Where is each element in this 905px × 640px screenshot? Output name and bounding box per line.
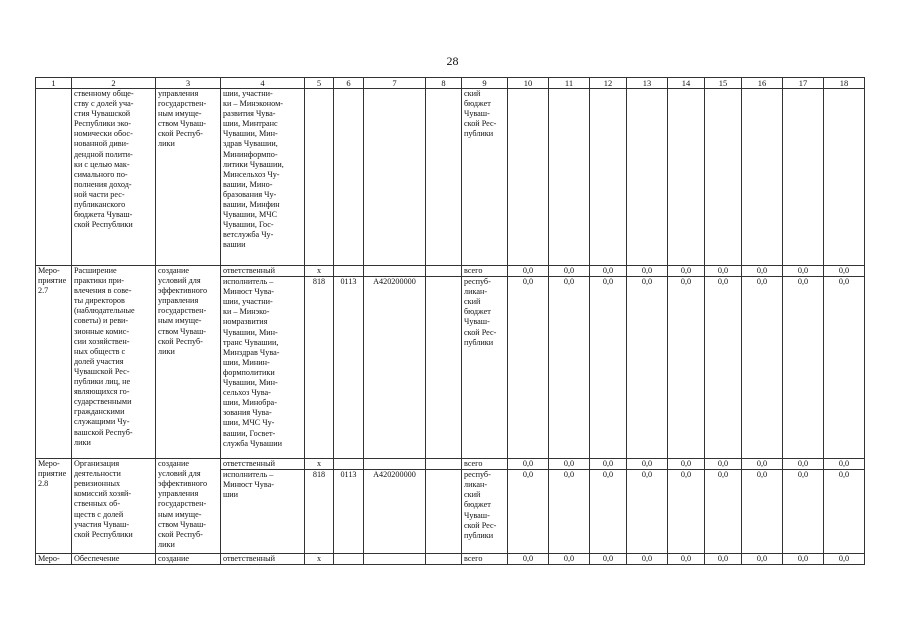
- value-cell: 0,0: [824, 277, 865, 459]
- header-cell: 18: [824, 78, 865, 89]
- code-cell: x: [305, 266, 334, 277]
- value-cell: 0,0: [627, 554, 668, 565]
- header-cell: 16: [742, 78, 783, 89]
- measure-description: ственному обще- ству с долей уча- стия Чувашской Республики эко- номически обос- нованной диви- дендной полити- ки с целью мак- симального по- полнения доход- ной части рес- публиканского бюджета Чуваш- ской Республики: [72, 89, 156, 266]
- code-cell: x: [305, 459, 334, 470]
- measure-id: Меро-: [36, 554, 72, 565]
- code-cell: А420200000: [364, 277, 426, 459]
- measure-goal: создание условий для эффективного управления государствен- ным имуще- ством Чуваш- ской Респуб- лики: [156, 266, 221, 459]
- header-row: [36, 78, 865, 89]
- value-cell: 0,0: [824, 459, 865, 470]
- measure-row-total: [36, 554, 865, 565]
- table-cell: [590, 89, 627, 266]
- header-cell: 11: [549, 78, 590, 89]
- value-cell: 0,0: [742, 554, 783, 565]
- value-cell: 0,0: [668, 470, 705, 554]
- header-cell: 14: [668, 78, 705, 89]
- header-cell: 4: [221, 78, 305, 89]
- funding-total-label: всего: [462, 554, 508, 565]
- value-cell: 0,0: [705, 470, 742, 554]
- table-cell: [705, 89, 742, 266]
- value-cell: 0,0: [627, 277, 668, 459]
- funding-source: респуб- ликан- ский бюджет Чуваш- ской Рес- публики: [462, 470, 508, 554]
- executor-cell: шии, участни- ки – Минэконом- развития Чува- шии, Минтранс Чувашии, Мин- здрав Чувашии, Мининформпо- литики Чувашии, Минсельхоз Чу- вашии, Мино- бразования Чу- вашии, Минфин Чувашии, МЧС Чувашии, Гос- ветслужба Чу- вашии: [221, 89, 305, 266]
- header-cell: 5: [305, 78, 334, 89]
- table-cell: [426, 470, 462, 554]
- measure-description: Обеспечение: [72, 554, 156, 565]
- header-cell: 9: [462, 78, 508, 89]
- value-cell: 0,0: [627, 266, 668, 277]
- program-table: [35, 77, 865, 565]
- code-cell: А420200000: [364, 470, 426, 554]
- value-cell: 0,0: [508, 459, 549, 470]
- value-cell: 0,0: [783, 277, 824, 459]
- header-cell: 15: [705, 78, 742, 89]
- header-cell: 2: [72, 78, 156, 89]
- funding-total-label: всего: [462, 266, 508, 277]
- header-cell: 10: [508, 78, 549, 89]
- value-cell: 0,0: [742, 277, 783, 459]
- code-cell: x: [305, 554, 334, 565]
- value-cell: 0,0: [705, 459, 742, 470]
- table-cell: [364, 89, 426, 266]
- measure-goal: управления государствен- ным имуще- ством Чуваш- ской Респуб- лики: [156, 89, 221, 266]
- header-cell: 1: [36, 78, 72, 89]
- value-cell: 0,0: [508, 277, 549, 459]
- header-cell: 12: [590, 78, 627, 89]
- value-cell: 0,0: [668, 277, 705, 459]
- value-cell: 0,0: [627, 459, 668, 470]
- funding-source: респуб- ликан- ский бюджет Чуваш- ской Рес- публики: [462, 277, 508, 459]
- executor-cell: исполнитель – Минюст Чува- шии: [221, 470, 305, 554]
- table-cell: [426, 277, 462, 459]
- table-cell: [824, 89, 865, 266]
- executor-label: ответственный: [221, 266, 305, 277]
- funding-total-label: всего: [462, 459, 508, 470]
- header-cell: 6: [334, 78, 364, 89]
- table-cell: [426, 266, 462, 277]
- header-cell: 3: [156, 78, 221, 89]
- table-cell: [426, 89, 462, 266]
- measure-id: Меро- приятие 2.7: [36, 266, 72, 459]
- table-cell: [364, 554, 426, 565]
- value-cell: 0,0: [783, 470, 824, 554]
- table-cell: [549, 89, 590, 266]
- measure-description: Расширение практики при- влечения в сове- ты директоров (наблюдательные советы) и реви- зионные комис- сии хозяйствен- ных обществ с долей участия Чувашской Рес- публики лиц, не являющихся го- сударственными гражданскими служащими Чу- вашской Респуб- лики: [72, 266, 156, 459]
- executor-label: ответственный: [221, 459, 305, 470]
- value-cell: 0,0: [824, 554, 865, 565]
- table-cell: [334, 459, 364, 470]
- value-cell: 0,0: [668, 554, 705, 565]
- value-cell: 0,0: [824, 266, 865, 277]
- measure-row-total: [36, 266, 865, 277]
- table-cell: [742, 89, 783, 266]
- code-cell: 818: [305, 277, 334, 459]
- value-cell: 0,0: [549, 277, 590, 459]
- value-cell: 0,0: [783, 266, 824, 277]
- value-cell: 0,0: [742, 459, 783, 470]
- header-cell: 8: [426, 78, 462, 89]
- header-cell: 13: [627, 78, 668, 89]
- value-cell: 0,0: [590, 277, 627, 459]
- value-cell: 0,0: [508, 266, 549, 277]
- value-cell: 0,0: [742, 266, 783, 277]
- table-cell: [334, 554, 364, 565]
- page-number: 28: [446, 54, 459, 68]
- table-cell: [364, 459, 426, 470]
- header-cell: 17: [783, 78, 824, 89]
- measure-goal: создание условий для эффективного управления государствен- ным имуще- ством Чуваш- ской Респуб- лики: [156, 459, 221, 554]
- value-cell: 0,0: [590, 470, 627, 554]
- table-cell: [627, 89, 668, 266]
- table-cell: [426, 459, 462, 470]
- value-cell: 0,0: [549, 554, 590, 565]
- value-cell: 0,0: [783, 459, 824, 470]
- table-cell: [426, 554, 462, 565]
- table-cell: [305, 89, 334, 266]
- code-cell: 0113: [334, 277, 364, 459]
- value-cell: 0,0: [508, 554, 549, 565]
- value-cell: 0,0: [824, 470, 865, 554]
- measure-id: Меро- приятие 2.8: [36, 459, 72, 554]
- value-cell: 0,0: [742, 470, 783, 554]
- value-cell: 0,0: [668, 266, 705, 277]
- value-cell: 0,0: [549, 470, 590, 554]
- value-cell: 0,0: [590, 266, 627, 277]
- executor-cell: исполнитель – Минюст Чува- шии, участни- ки – Минэко- номразвития Чувашии, Мин- транс Чувашии, Минздрав Чува- шии, Минин- формполитики Чувашии, Мин- сельхоз Чува- шии, Минобра- зования Чува- шии, МЧС Чу- вашии, Госвет- служба Чувашии: [221, 277, 305, 459]
- table-cell: [364, 266, 426, 277]
- value-cell: 0,0: [549, 459, 590, 470]
- table-cell: [334, 89, 364, 266]
- table-cell: [783, 89, 824, 266]
- value-cell: 0,0: [705, 266, 742, 277]
- code-cell: 0113: [334, 470, 364, 554]
- value-cell: 0,0: [627, 470, 668, 554]
- value-cell: 0,0: [549, 266, 590, 277]
- value-cell: 0,0: [705, 554, 742, 565]
- table-cell: [36, 89, 72, 266]
- value-cell: 0,0: [590, 459, 627, 470]
- table-cell: [508, 89, 549, 266]
- table-cell: [668, 89, 705, 266]
- value-cell: 0,0: [783, 554, 824, 565]
- table-cell: [334, 266, 364, 277]
- measure-row-total: [36, 459, 865, 470]
- continuation-row: [36, 89, 865, 266]
- measure-description: Организация деятельности ревизионных комиссий хозяй- ственных об- ществ с долей участия Чуваш- ской Республики: [72, 459, 156, 554]
- header-cell: 7: [364, 78, 426, 89]
- value-cell: 0,0: [705, 277, 742, 459]
- value-cell: 0,0: [590, 554, 627, 565]
- funding-source: ский бюджет Чуваш- ской Рес- публики: [462, 89, 508, 266]
- value-cell: 0,0: [508, 470, 549, 554]
- executor-label: ответственный: [221, 554, 305, 565]
- value-cell: 0,0: [668, 459, 705, 470]
- code-cell: 818: [305, 470, 334, 554]
- measure-goal: создание: [156, 554, 221, 565]
